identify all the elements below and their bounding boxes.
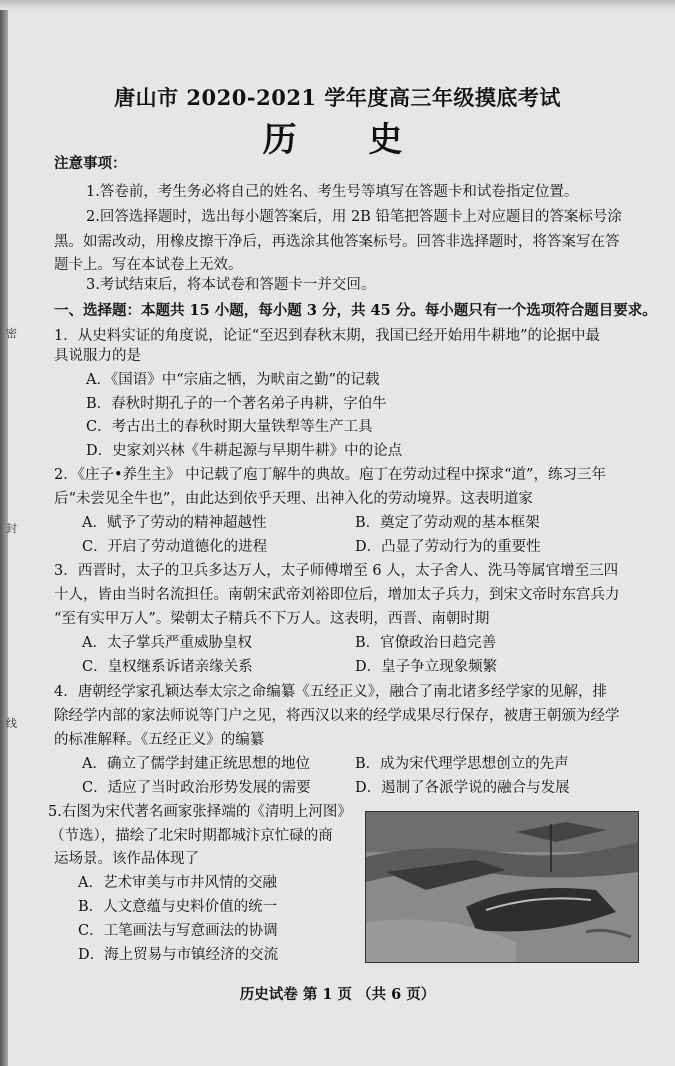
q5-option-a: A．艺术审美与市井风情的交融 — [78, 875, 277, 891]
q2-option-d: D．凸显了劳动行为的重要性 — [355, 539, 541, 555]
q1-option-c: C．考古出土的春秋时期大量铁犁等生产工具 — [86, 419, 373, 435]
margin-seal-char: 封 — [6, 522, 17, 535]
note-2-line-3: 题卡上。写在本试卷上无效。 — [54, 257, 243, 273]
q1-option-b: B．春秋时期孔子的一个著名弟子冉耕，字伯牛 — [86, 396, 387, 412]
q4-stem-line-2: 除经学内部的家法师说等门户之见，将西汉以来的经学成果尽行保存，被唐王朝颁为经学 — [54, 708, 620, 724]
note-1: 1.答卷前，考生务必将自己的姓名、考生号等填写在答题卡和试卷指定位置。 — [86, 184, 579, 200]
q4-stem-line-3: 的标准解释。《五经正义》的编纂 — [54, 732, 265, 748]
q1-stem-line-1: 1．从史料实证的角度说，论证“至迟到春秋末期，我国已经开始用牛耕地”的论据中最 — [54, 328, 601, 344]
q5-stem-line-3: 运场景。该作品体现了 — [54, 851, 199, 867]
exam-title: 唐山市 2020-2021 学年度高三年级摸底考试 — [114, 85, 561, 110]
section-heading: 一、选择题：本题共 15 小题，每小题 3 分，共 45 分。每小题只有一个选项符合题目要求。 — [54, 302, 657, 319]
note-2-line-2: 黑。如需改动，用橡皮擦干净后，再选涂其他答案标号。回答非选择题时，将答案写在答 — [54, 234, 620, 250]
q5-stem-line-2: （节选），描绘了北宋时期都城汴京忙碌的商 — [50, 828, 333, 844]
note-2-line-1: 2.回答选择题时，选出每小题答案后，用 2B 铅笔把答题卡上对应题目的答案标号涂 — [86, 209, 622, 225]
q3-option-b: B．官僚政治日趋完善 — [355, 635, 497, 651]
q5-option-c: C．工笔画法与写意画法的协调 — [78, 923, 278, 939]
page-footer: 历史试卷 第 1 页 （共 6 页） — [239, 986, 436, 1003]
q1-option-d: D．史家刘兴林《牛耕起源与早期牛耕》中的论点 — [86, 443, 403, 459]
painting-illustration — [366, 812, 638, 962]
scan-top-shadow — [0, 0, 675, 10]
q4-option-d: D．遏制了各派学说的融合与发展 — [355, 780, 570, 796]
q4-option-c: C．适应了当时政治形势发展的需要 — [82, 780, 311, 796]
q3-option-d: D．皇子争立现象频繁 — [355, 659, 498, 675]
q3-option-c: C．皇权继系诉诸亲缘关系 — [82, 659, 253, 675]
margin-seal-char: 线 — [6, 717, 17, 730]
q4-option-b: B．成为宋代理学思想创立的先声 — [355, 756, 569, 772]
q4-option-a: A．确立了儒学封建正统思想的地位 — [82, 756, 310, 772]
q5-option-b: B．人文意蕴与史料价值的统一 — [78, 899, 278, 915]
q3-stem-line-3: “至有实甲万人”。梁朝太子精兵不下万人。这表明，西晋、南朝时期 — [54, 611, 490, 627]
exam-subject: 历 史 — [262, 120, 433, 160]
q5-option-d: D．海上贸易与市镇经济的交流 — [78, 947, 279, 963]
q5-stem-line-1: 5.右图为宋代著名画家张择端的《清明上河图》 — [48, 804, 352, 820]
note-3: 3.考试结束后，将本试卷和答题卡一并交回。 — [86, 277, 376, 293]
notes-heading: 注意事项： — [54, 155, 127, 172]
margin-seal-char: 密 — [6, 327, 17, 340]
q3-stem-line-1: 3．西晋时，太子的卫兵多达万人，太子师傅增至 6 人，太子舍人、洗马等属官增至三四 — [54, 563, 619, 579]
qingming-painting-image — [365, 811, 639, 963]
q4-stem-line-1: 4．唐朝经学家孔颖达奉太宗之命编纂《五经正义》，融合了南北诸多经学家的见解，排 — [54, 684, 607, 700]
q2-stem-line-1: 2．《庄子•养生主》 中记载了庖丁解牛的典故。庖丁在劳动过程中探求“道”，练习三年 — [54, 467, 606, 483]
q1-stem-line-2: 具说服力的是 — [54, 348, 141, 364]
q2-option-a: A．赋予了劳动的精神超越性 — [82, 515, 267, 531]
q1-option-a: A．《国语》中“宗庙之牺，为畎亩之勤”的记载 — [86, 372, 380, 388]
q3-stem-line-2: 十人，皆由当时名流担任。南朝宋武帝刘裕即位后，增加太子兵力，到宋文帝时东宫兵力 — [54, 587, 620, 603]
q3-option-a: A．太子掌兵严重威胁皇权 — [82, 635, 252, 651]
q2-option-b: B．奠定了劳动观的基本框架 — [355, 515, 540, 531]
q2-option-c: C．开启了劳动道德化的进程 — [82, 539, 268, 555]
q2-stem-line-2: 后“未尝见全牛也”，由此达到依乎天理、出神入化的劳动境界。这表明道家 — [54, 491, 533, 507]
